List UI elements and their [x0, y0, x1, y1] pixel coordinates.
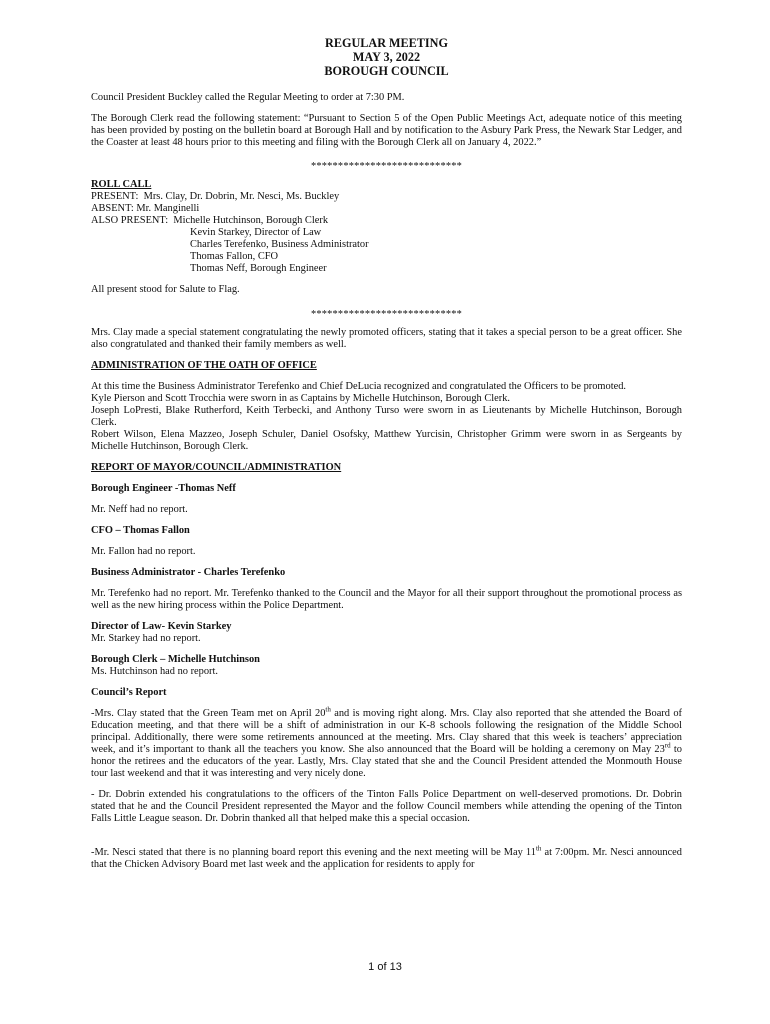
- engineer-heading: Borough Engineer -Thomas Neff: [91, 483, 236, 494]
- clay-sup-2: rd: [664, 741, 671, 750]
- ba-report: Mr. Terefenko had no report. Mr. Terefenko thanked to the Council and the Mayor for all their support throughout the promotional process as well as the new hiring process within the Police Department.: [91, 588, 682, 611]
- oath-section: [91, 381, 682, 453]
- also-present-list: [190, 227, 682, 275]
- council-report-heading: Council’s Report: [91, 687, 167, 698]
- roll-call-section: [91, 179, 682, 275]
- oath-line-lieutenants: Joseph LoPresti, Blake Rutherford, Keith Terbecki, and Anthony Turso were sworn in as Lieutenants by Michelle Hutchinson, Borough Clerk.: [91, 405, 682, 428]
- roll-call-heading: ROLL CALL: [91, 179, 152, 190]
- clay-text-c: to honor the retirees and the educators of the year. Lastly, Mrs. Clay stated that she and the Council President attended the Monmouth House tour last weekend and that it was interesting and very nicely done.: [91, 744, 682, 779]
- clay-sup-1: th: [325, 705, 331, 714]
- cfo-heading: CFO – Thomas Fallon: [91, 525, 190, 536]
- title-line-3: BOROUGH COUNCIL: [324, 64, 449, 78]
- also-present-item: Kevin Starkey, Director of Law: [190, 227, 322, 238]
- separator-2: ****************************: [310, 309, 463, 320]
- page-number: 1 of 13: [368, 961, 402, 973]
- also-present-label: ALSO PRESENT:: [91, 215, 174, 226]
- law-report: Mr. Starkey had no report.: [91, 633, 201, 644]
- engineer-report: Mr. Neff had no report.: [91, 504, 188, 515]
- clay-text-b: and is moving right along. Mrs. Clay also reported that she attended the Board of Education meeting, and that there will be a shift of administration in our K-8 schools following the resignation of the Middle School principal. Additionally, there were some retirements announced at the meeting. Mrs. Clay shared that this week is teachers’ appreciation week, and it’s important to thank all the teachers you know. She also announced that the Board will be holding a ceremony on May 23: [91, 708, 682, 755]
- title-line-2: MAY 3, 2022: [352, 50, 421, 64]
- clerk-heading: Borough Clerk – Michelle Hutchinson: [91, 654, 260, 665]
- nesci-text-a: -Mr. Nesci stated that there is no planning board report this evening and the next meeting will be May 11: [91, 847, 536, 858]
- special-statement: Mrs. Clay made a special statement congratulating the newly promoted officers, stating that it takes a special person to be a great officer. She also congratulated and thanked their family members as well.: [91, 327, 682, 350]
- also-present-item: Thomas Fallon, CFO: [190, 251, 279, 262]
- report-heading: REPORT OF MAYOR/COUNCIL/ADMINISTRATION: [91, 462, 342, 473]
- also-present-item: Thomas Neff, Borough Engineer: [190, 263, 327, 274]
- separator-1: ****************************: [310, 161, 463, 172]
- call-to-order: Council President Buckley called the Regular Meeting to order at 7:30 PM.: [91, 92, 405, 103]
- document-body: [91, 36, 682, 880]
- clerk-report: Ms. Hutchinson had no report.: [91, 666, 218, 677]
- cfo-report: Mr. Fallon had no report.: [91, 546, 196, 557]
- ba-heading: Business Administrator - Charles Terefenko: [91, 567, 286, 578]
- nesci-sup: th: [535, 844, 542, 853]
- opma-statement: The Borough Clerk read the following statement: “Pursuant to Section 5 of the Open Public Meetings Act, adequate notice of this meeting has been provided by posting on the bulletin board at Borough Hall and by notification to the Asbury Park Press, the Newark Star Ledger, and the Coaster at least 48 hours prior to this meeting and filing with the Borough Clerk all on January 4, 2022.”: [91, 113, 682, 148]
- oath-line-captains: Kyle Pierson and Scott Trocchia were sworn in as Captains by Michelle Hutchinson, Borough Clerk.: [91, 393, 511, 404]
- roll-also-present: [91, 215, 682, 227]
- document-title: [91, 36, 682, 78]
- oath-line-1: At this time the Business Administrator Terefenko and Chief DeLucia recognized and congratulated the Officers to be promoted.: [91, 381, 627, 392]
- also-present-item: Charles Terefenko, Business Administrator: [190, 239, 369, 250]
- also-present-first: Michelle Hutchinson, Borough Clerk: [173, 215, 329, 226]
- oath-line-sergeants: Robert Wilson, Elena Mazzeo, Joseph Schuler, Daniel Osofsky, Matthew Yurcisin, Christopher Grimm were sworn in as Sergeants by Michelle Hutchinson, Borough Clerk.: [91, 429, 682, 452]
- oath-heading: ADMINISTRATION OF THE OATH OF OFFICE: [91, 360, 317, 371]
- council-nesci: [91, 844, 682, 871]
- council-dobrin: - Dr. Dobrin extended his congratulations to the officers of the Tinton Falls Police Department on well-deserved promotions. Dr. Dobrin stated that he and the Council President represented the Mayor and the follow Council members while attending the opening of the Tinton Falls Little League season. Dr. Dobrin thanked all that helped make this a special occasion.: [91, 789, 682, 824]
- roll-present: PRESENT: Mrs. Clay, Dr. Dobrin, Mr. Nesci, Ms. Buckley: [91, 191, 340, 202]
- title-line-1: REGULAR MEETING: [325, 36, 448, 50]
- nesci-text-b: at 7:00pm. Mr. Nesci announced that the Chicken Advisory Board met last week and the application for residents to apply for: [91, 847, 682, 870]
- roll-absent: ABSENT: Mr. Manginelli: [91, 203, 200, 214]
- salute-to-flag: All present stood for Salute to Flag.: [91, 284, 240, 295]
- clay-text-a: -Mrs. Clay stated that the Green Team met on April 20: [91, 708, 326, 719]
- law-heading: Director of Law- Kevin Starkey: [91, 621, 232, 632]
- council-clay: [91, 705, 682, 780]
